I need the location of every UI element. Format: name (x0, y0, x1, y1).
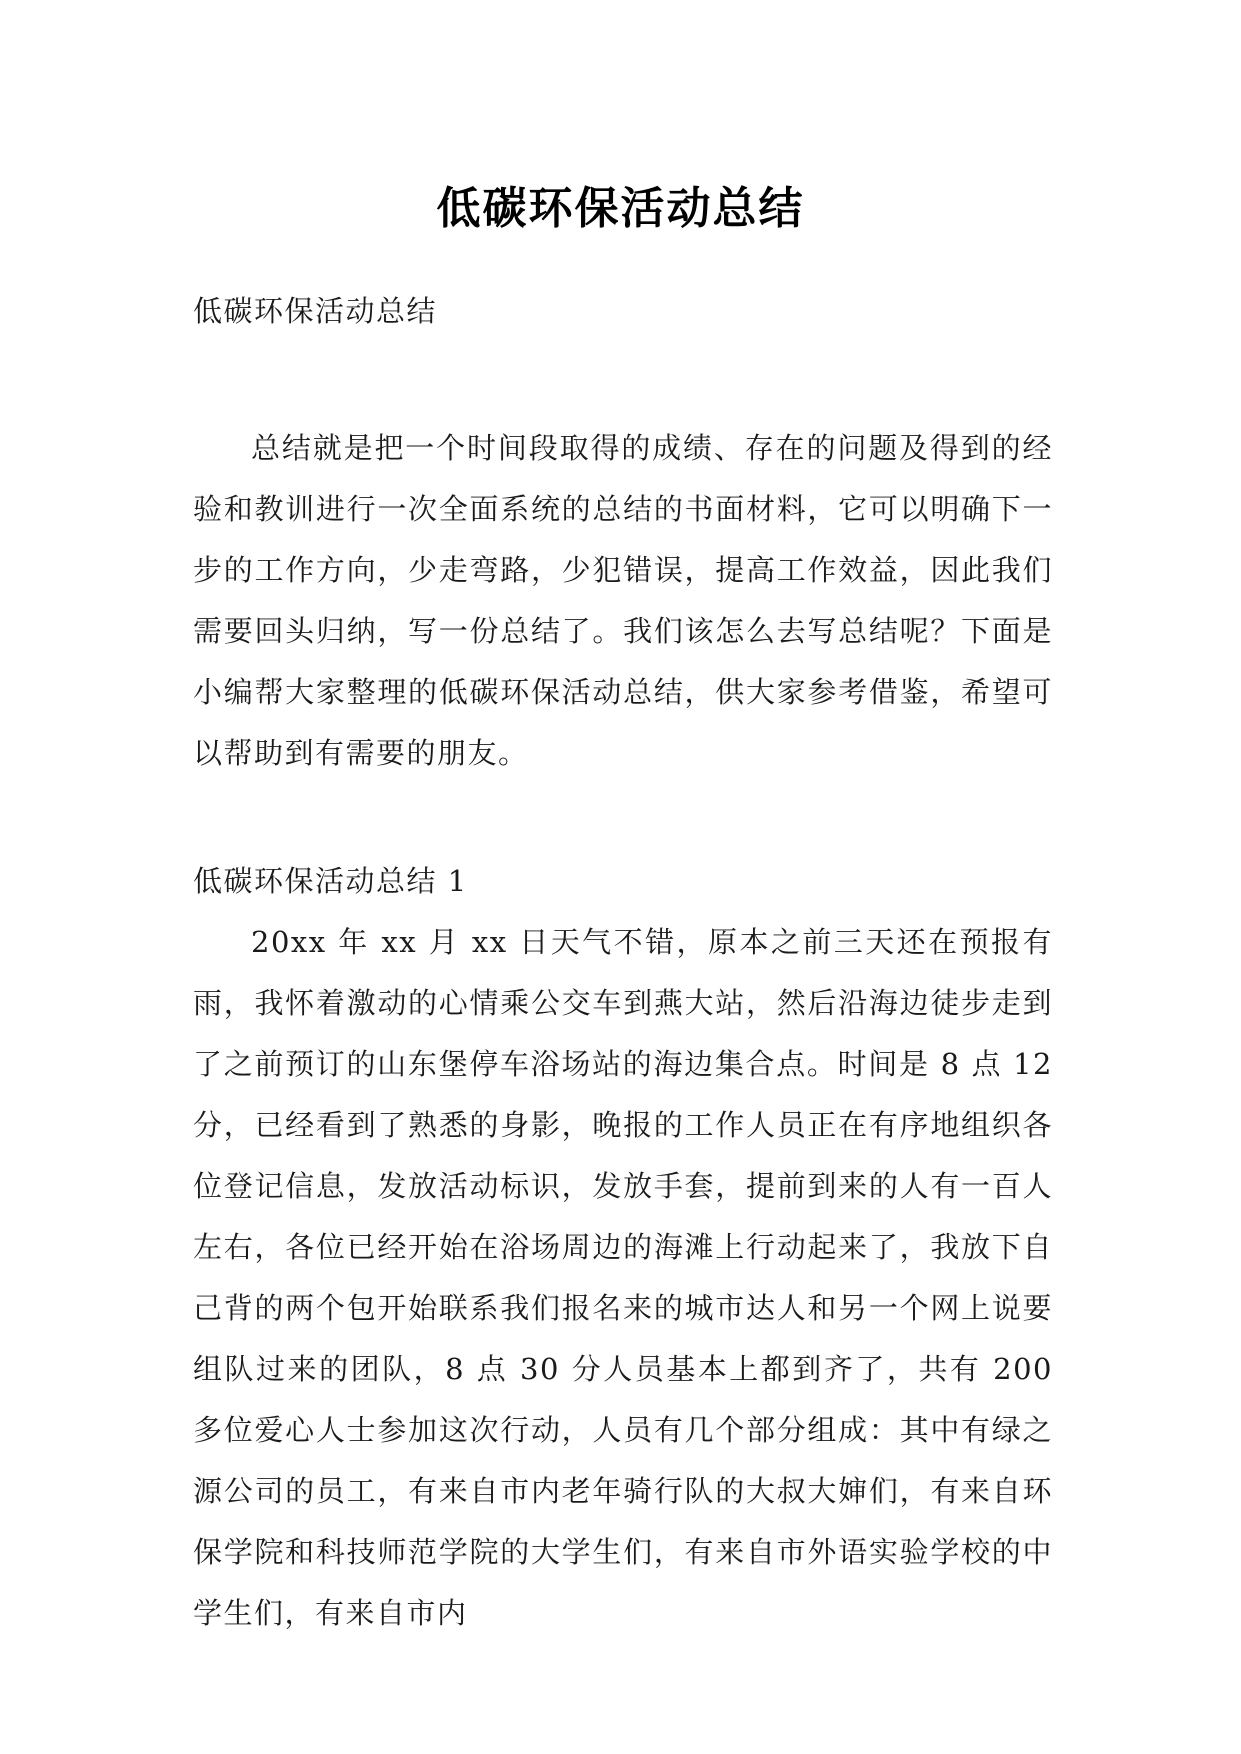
section-paragraph: 20xx 年 xx 月 xx 日天气不错，原本之前三天还在预报有雨，我怀着激动的心情乘公交车到燕大站，然后沿海边徒步走到了之前预订的山东堡停车浴场站的海边集合点。时间是 8 点 12 分，已经看到了熟悉的身影，晚报的工作人员正在有序地组织各位登记信息，发放活动标识，发放手套，提前到来的人有一百人左右，各位已经开始在浴场周边的海滩上行动起来了，我放下自己背的两个包开始联系我们报名来的城市达人和另一个网上说要组队过来的团队，8 点 30 分人员基本上都到齐了，共有 200 多位爱心人士参加这次行动，人员有几个部分组成：其中有绿之源公司的员工，有来自市内老年骑行队的大叔大婶们，有来自环保学院和科技师范学院的大学生们，有来自市外语实验学校的中学生们，有来自市内 (193, 925, 1053, 1630)
intro-paragraph: 总结就是把一个时间段取得的成绩、存在的问题及得到的经验和教训进行一次全面系统的总结的书面材料，它可以明确下一步的工作方向，少走弯路，少犯错误，提高工作效益，因此我们需要回头归纳，写一份总结了。我们该怎么去写总结呢？下面是小编帮大家整理的低碳环保活动总结，供大家参考借鉴，希望可以帮助到有需要的朋友。 (193, 431, 1053, 770)
document-subtitle: 低碳环保活动总结 (193, 294, 438, 328)
document-title: 低碳环保活动总结 (436, 183, 805, 235)
section-heading: 低碳环保活动总结 1 (193, 864, 468, 898)
document-body (193, 286, 1053, 1644)
